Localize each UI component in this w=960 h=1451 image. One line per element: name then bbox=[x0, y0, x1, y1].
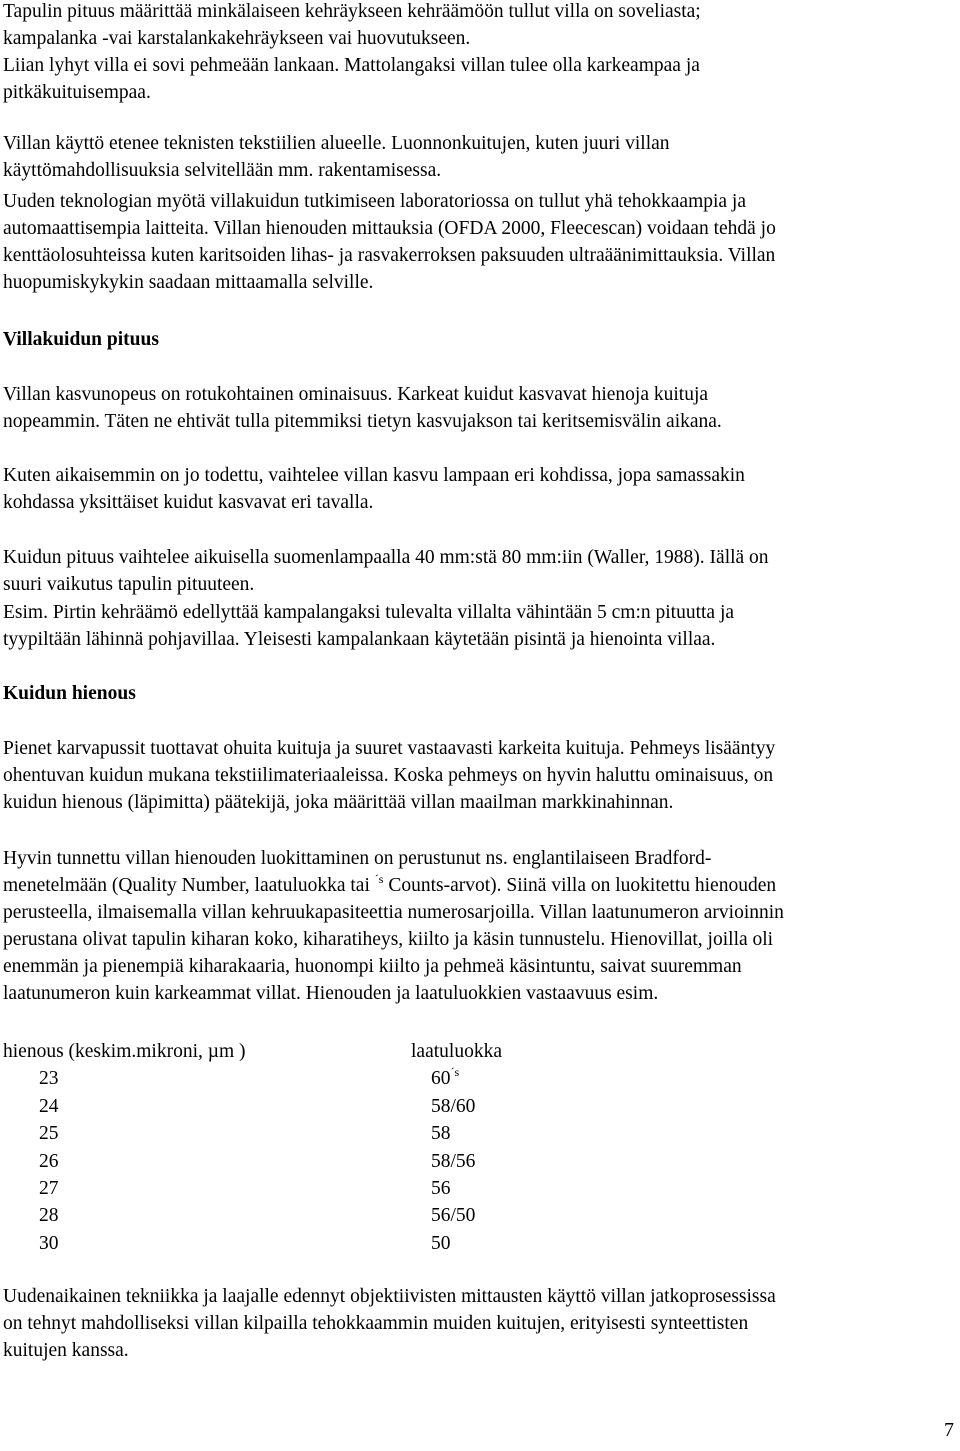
text-line: Esim. Pirtin kehräämö edellyttää kampalangaksi tulevalta villalta vähintään 5 cm:n pituutta ja bbox=[3, 602, 735, 623]
grade-value bbox=[431, 1202, 475, 1229]
text-line: kenttäolosuhteissa kuten karitsoiden lihas- ja rasvakerroksen paksuuden ultraäänimittauksia. Villan bbox=[3, 245, 776, 266]
superscript: ´s bbox=[374, 872, 384, 886]
text-line: kohdassa yksittäiset kuidut kasvavat eri tavalla. bbox=[3, 492, 374, 513]
page-number: 7 bbox=[944, 1419, 954, 1441]
paragraph-growth-variation bbox=[3, 462, 745, 516]
column-header-fineness: hienous (keskim.mikroni, µm ) bbox=[3, 1041, 246, 1062]
paragraph-staple-length-use bbox=[3, 0, 701, 106]
grade-value bbox=[431, 1230, 451, 1257]
paragraph-length-range bbox=[3, 544, 769, 598]
text-line: pitkäkuituisempaa. bbox=[3, 82, 151, 103]
fineness-value: 25 bbox=[39, 1123, 59, 1145]
text-segment: Counts-arvot). Siinä villa on luokitettu hienouden bbox=[383, 875, 777, 896]
fineness-value: 30 bbox=[39, 1232, 59, 1254]
text-segment: menetelmään (Quality Number, laatuluokka tai bbox=[3, 875, 375, 896]
fineness-value: 23 bbox=[39, 1068, 59, 1090]
grade-text: 58 bbox=[431, 1123, 451, 1145]
table-row bbox=[3, 1230, 703, 1257]
text-line: Villan käyttö etenee teknisten tekstiilien alueelle. Luonnonkuitujen, kuten juuri villan bbox=[3, 133, 670, 154]
paragraph-new-technology bbox=[3, 188, 776, 296]
text-line: on tehnyt mahdolliseksi villan kilpailla tehokkaammin muiden kuitujen, erityisesti synteettisten bbox=[3, 1313, 749, 1334]
text-line: enemmän ja pienempiä kiharakaaria, huonompi kiilto ja pehmeä käsintuntu, saivat suuremman bbox=[3, 956, 742, 977]
paragraph-technical-textiles bbox=[3, 130, 670, 184]
text-line: Kuten aikaisemmin on jo todettu, vaihtelee villan kasvu lampaan eri kohdissa, jopa samassakin bbox=[3, 465, 745, 486]
table-row bbox=[3, 1148, 703, 1175]
text-line: Hyvin tunnettu villan hienouden luokittaminen on perustunut ns. englantilaiseen Bradford- bbox=[3, 848, 712, 869]
text-line: suuri vaikutus tapulin pituuteen. bbox=[3, 574, 255, 595]
text-line: automaattisempia laitteita. Villan hienouden mittauksia (OFDA 2000, Fleecescan) voidaan tehdä jo bbox=[3, 218, 776, 239]
text-line: kampalanka -vai karstalankakehräykseen vai huovutukseen. bbox=[3, 28, 471, 49]
text-line: ohentuvan kuidun mukana tekstiilimateriaaleissa. Koska pehmeys on hyvin haluttu ominaisuus, on bbox=[3, 765, 774, 786]
paragraph-growth-rate bbox=[3, 381, 722, 435]
text-line: Villan kasvunopeus on rotukohtainen ominaisuus. Karkeat kuidut kasvavat hienoja kuituja bbox=[3, 384, 709, 405]
grade-text: 56 bbox=[431, 1177, 451, 1199]
text-line: Uuden teknologian myötä villakuidun tutkimiseen laboratoriossa on tullut yhä tehokkaampia ja bbox=[3, 191, 747, 212]
grade-value bbox=[431, 1175, 451, 1202]
grade-text: 58/60 bbox=[431, 1095, 476, 1117]
fineness-value: 26 bbox=[39, 1150, 59, 1172]
text-line: kuitujen kanssa. bbox=[3, 1340, 129, 1361]
text-line: perustana olivat tapulin kiharan koko, kiharatiheys, kiilto ja käsin tunnustelu. Hienovillat, joilla oli bbox=[3, 929, 774, 950]
paragraph-modern-technology bbox=[3, 1283, 776, 1364]
paragraph-follicles-softness bbox=[3, 735, 775, 816]
grade-value bbox=[431, 1148, 475, 1175]
table-row bbox=[3, 1093, 703, 1120]
text-line: perusteella, ilmaisemalla villan kehruukapasiteettia numerosarjoilla. Villan laatunumeron arvioinnin bbox=[3, 902, 784, 923]
grade-value bbox=[431, 1093, 475, 1120]
text-line: tyypiltään lähinnä pohjavillaa. Yleisesti kampalankaan käytetään pisintä ja hienointa villaa. bbox=[3, 629, 716, 650]
text-line bbox=[3, 872, 784, 899]
table-row bbox=[3, 1175, 703, 1202]
column-header-grade: laatuluokka bbox=[411, 1041, 502, 1062]
paragraph-example-pirtti bbox=[3, 599, 734, 653]
paragraph-bradford-system bbox=[3, 845, 784, 1007]
text-line: laatunumeron kuin karkeammat villat. Hienouden ja laatuluokkien vastaavuus esim. bbox=[3, 983, 659, 1004]
heading-fiber-fineness: Kuidun hienous bbox=[3, 683, 136, 704]
grade-text: 58/56 bbox=[431, 1150, 476, 1172]
text-line: Liian lyhyt villa ei sovi pehmeään lankaan. Mattolangaksi villan tulee olla karkeampaa ja bbox=[3, 55, 700, 76]
table-header-row bbox=[3, 1038, 703, 1065]
text-line: käyttömahdollisuuksia selvitellään mm. rakentamisessa. bbox=[3, 160, 442, 181]
text-line: kuidun hienous (läpimitta) päätekijä, joka määrittää villan maailman markkinahinnan. bbox=[3, 792, 674, 813]
grade-value bbox=[431, 1065, 459, 1092]
table-row bbox=[3, 1202, 703, 1229]
grade-value bbox=[431, 1120, 451, 1147]
fineness-value: 24 bbox=[39, 1095, 59, 1117]
text-line: Kuidun pituus vaihtelee aikuisella suomenlampaalla 40 mm:stä 80 mm:iin (Waller, 1988). Iällä on bbox=[3, 547, 769, 568]
text-line: nopeammin. Täten ne ehtivät tulla pitemmiksi tietyn kasvujakson tai keritsemisvälin aikana. bbox=[3, 411, 722, 432]
grade-text: 50 bbox=[431, 1232, 451, 1254]
grade-text: 60 bbox=[431, 1068, 451, 1090]
table-body bbox=[3, 1065, 703, 1257]
heading-fiber-length: Villakuidun pituus bbox=[3, 329, 159, 350]
text-line: huopumiskykykin saadaan mittaamalla selville. bbox=[3, 272, 374, 293]
text-line: Pienet karvapussit tuottavat ohuita kuituja ja suuret vastaavasti karkeita kuituja. Pehmeys lisääntyy bbox=[3, 738, 776, 759]
fineness-grade-table bbox=[3, 1038, 703, 1257]
text-line: Uudenaikainen tekniikka ja laajalle edennyt objektiivisten mittausten käyttö villan jatkoprosessissa bbox=[3, 1286, 776, 1307]
fineness-value: 27 bbox=[39, 1177, 59, 1199]
table-row bbox=[3, 1120, 703, 1147]
fineness-value: 28 bbox=[39, 1205, 59, 1227]
grade-text: 56/50 bbox=[431, 1205, 476, 1227]
table-row bbox=[3, 1065, 703, 1092]
text-line: Tapulin pituus määrittää minkälaiseen kehräykseen kehräämöön tullut villa on soveliasta; bbox=[3, 1, 701, 22]
grade-superscript: ´s bbox=[450, 1065, 460, 1080]
